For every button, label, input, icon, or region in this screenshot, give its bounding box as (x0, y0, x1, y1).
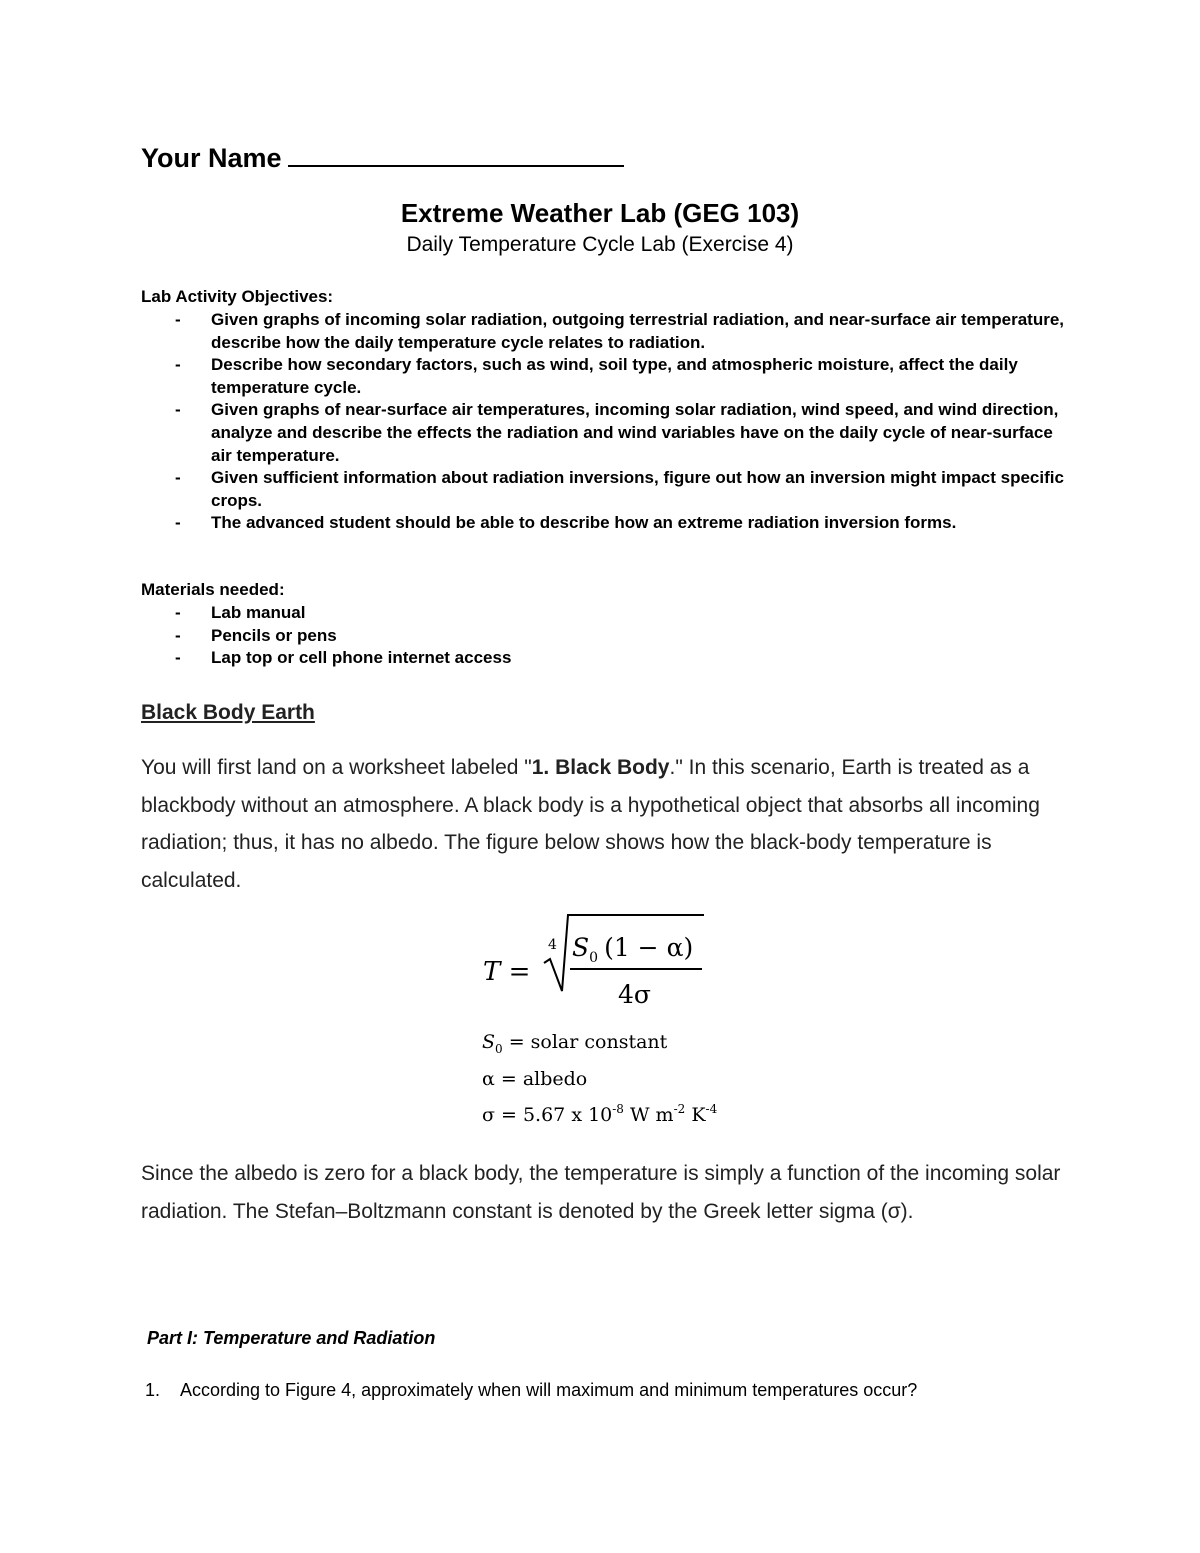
formula-lhs: T = (483, 957, 531, 987)
formula-root-index: 4 (548, 937, 557, 953)
materials-list (141, 602, 1066, 670)
formula-numerator: $S_0$ (1 − α) (572, 933, 694, 966)
black-body-paragraph-2: Since the albedo is zero for a black body, the temperature is simply a function of the incoming solar radiation. The Stefan–Boltzmann constant is denoted by the Greek letter sigma (σ). (141, 1162, 1061, 1223)
your-name-line (141, 138, 624, 174)
objective-item: - Given graphs of incoming solar radiation, outgoing terrestrial radiation, and near-surface air temperature, describe how the daily temperature cycle relates to radiation. (141, 309, 1066, 354)
material-item: - Lap top or cell phone internet access (141, 647, 1066, 670)
document-subtitle: Daily Temperature Cycle Lab (Exercise 4) (406, 233, 794, 256)
solar-constant-definition: $S_0$ = solar constant (482, 1031, 668, 1056)
sigma-definition: σ = 5.67 x $10^{-8}$ W $m^{-2}$ $K^{-4}$ (482, 1102, 718, 1126)
objective-item: - Given sufficient information about radiation inversions, figure out how an inversion might impact specific crops. (141, 467, 1066, 512)
black-body-formula (478, 905, 738, 1130)
material-item: - Lab manual (141, 602, 1066, 625)
black-body-heading: Black Body Earth (141, 701, 315, 724)
black-body-paragraph-1 (141, 749, 1066, 899)
question-text: According to Figure 4, approximately when will maximum and minimum temperatures occur? (180, 1380, 918, 1400)
material-item: - Pencils or pens (141, 625, 1066, 648)
formula-denominator: 4σ (618, 980, 651, 1009)
objective-item: - Describe how secondary factors, such as wind, soil type, and atmospheric moisture, affect the daily temperature cycle. (141, 354, 1066, 399)
albedo-definition: α = albedo (482, 1068, 588, 1090)
objective-item: - Given graphs of near-surface air temperatures, incoming solar radiation, wind speed, and wind direction, analyze and describe the effects the radiation and wind variables have on the daily cycle of near-surface air temperature. (141, 399, 1066, 467)
objective-item: - The advanced student should be able to describe how an extreme radiation inversion forms. (141, 512, 1066, 535)
question-number: 1. (145, 1380, 161, 1400)
name-blank-field[interactable] (288, 138, 624, 167)
objectives-label: Lab Activity Objectives: (141, 287, 334, 306)
worksheet-name: 1. Black Body (531, 756, 670, 779)
question-1 (145, 1380, 917, 1401)
your-name-label: Your Name (141, 143, 282, 173)
materials-label: Materials needed: (141, 580, 285, 599)
paragraph-text: You will first land on a worksheet labeled " (141, 756, 532, 779)
paragraph-text: ." In this scenario, Earth is treated as a blackbody without an atmosphere. A black body is a hypothetical object that absorbs all incoming radiation; thus, it has no albedo. The figure below shows how the black-body temperature is calculated. (141, 756, 1040, 892)
objectives-list (141, 309, 1066, 535)
document-title: Extreme Weather Lab (GEG 103) (400, 198, 800, 228)
part-1-heading: Part I: Temperature and Radiation (147, 1328, 436, 1348)
